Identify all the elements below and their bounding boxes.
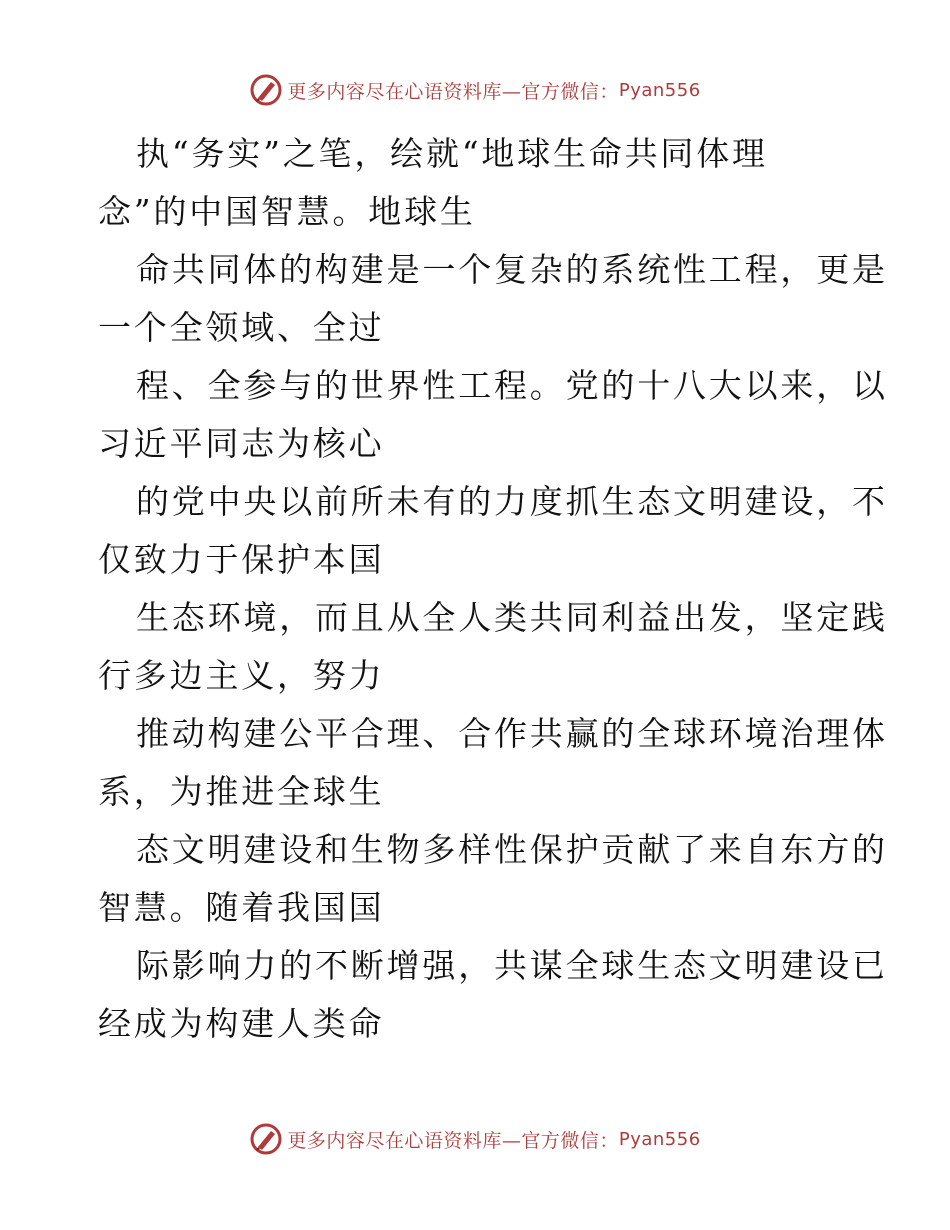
text-line: 行多边主义，努力 <box>98 656 385 695</box>
text-line: 念”的中国智慧。地球生 <box>98 192 476 231</box>
text-line: 生态环境，而且从全人类共同利益出发，坚定践 <box>136 598 888 637</box>
text-line: 推动构建公平合理、合作共赢的全球环境治理体 <box>136 714 888 753</box>
pen-logo-icon <box>249 73 283 107</box>
text-line: 程、全参与的世界性工程。党的十八大以来，以 <box>136 366 888 405</box>
footer-watermark <box>0 1119 950 1159</box>
text-line: 系，为推进全球生 <box>98 772 385 811</box>
text-line: 智慧。随着我国国 <box>98 888 385 927</box>
text-line: 的党中央以前所未有的力度抓生态文明建设，不 <box>136 482 888 521</box>
text-line: 执“务实”之笔，绘就“地球生命共同体理 <box>136 134 768 173</box>
watermark-handle: Pyan556 <box>618 1128 701 1150</box>
header-watermark <box>0 70 950 110</box>
text-line: 习近平同志为核心 <box>98 424 385 463</box>
document-body <box>98 125 888 1053</box>
watermark-text: 更多内容尽在心语资料库—官方微信： <box>287 80 619 103</box>
text-line: 仅致力于保护本国 <box>98 540 385 579</box>
pen-logo-icon <box>249 1122 283 1156</box>
text-line: 际影响力的不断增强，共谋全球生态文明建设已 <box>136 946 888 985</box>
text-line: 经成为构建人类命 <box>98 1004 385 1043</box>
text-line: 态文明建设和生物多样性保护贡献了来自东方的 <box>136 830 888 869</box>
watermark-text: 更多内容尽在心语资料库—官方微信： <box>287 1129 619 1152</box>
text-line: 命共同体的构建是一个复杂的系统性工程，更是 <box>136 250 888 289</box>
watermark-handle: Pyan556 <box>618 79 701 101</box>
text-line: 一个全领域、全过 <box>98 308 385 347</box>
